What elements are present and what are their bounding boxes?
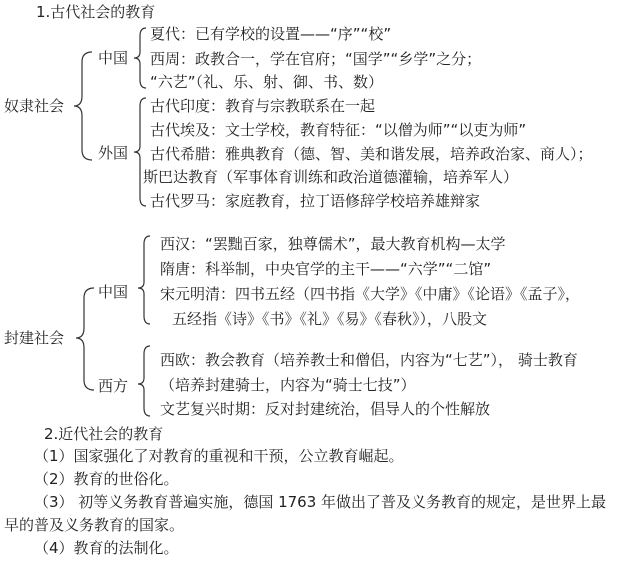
feudal-society-label: 封建社会 bbox=[4, 329, 65, 347]
slavery-brace bbox=[74, 52, 92, 160]
feudal-china-brace bbox=[138, 236, 150, 324]
slavery-foreign-line: 斯巴达教育（军事体育训练和政治道德灌输，培养军人） bbox=[143, 168, 519, 186]
section1-title: 1.古代社会的教育 bbox=[36, 3, 156, 21]
feudal-china-line: 隋唐：科举制，中央官学的主干——“六学”“二馆” bbox=[160, 260, 492, 278]
section2-item: 早的普及义务教育的国家。 bbox=[4, 516, 185, 534]
feudal-china-label: 中国 bbox=[98, 283, 129, 301]
feudal-china-line: 五经指《诗》《书》《礼》《易》《春秋》），八股文 bbox=[172, 310, 488, 328]
feudal-west-label: 西方 bbox=[98, 377, 129, 395]
section2-item: （4）教育的法制化。 bbox=[34, 539, 179, 557]
slavery-society-label: 奴隶社会 bbox=[4, 97, 65, 115]
section2-title: 2.近代社会的教育 bbox=[44, 425, 164, 443]
slavery-china-line: “六艺”（礼、乐、射、御、书、数） bbox=[150, 73, 384, 91]
slavery-foreign-brace bbox=[134, 98, 146, 206]
section2-item: （1）国家强化了对教育的重视和干预，公立教育崛起。 bbox=[34, 447, 404, 465]
slavery-foreign-label: 外国 bbox=[98, 144, 129, 162]
slavery-china-label: 中国 bbox=[98, 49, 129, 67]
feudal-brace bbox=[76, 288, 94, 390]
slavery-foreign-line: 古代埃及：文士学校，教育特征：“以僧为师”“以吏为师” bbox=[150, 121, 527, 139]
section2-item: （3） 初等义务教育普遍实施，德国 1763 年做出了普及义务教育的规定，是世界上最 bbox=[34, 493, 607, 511]
slavery-foreign-line: 古代希腊：雅典教育（德、智、美和谐发展，培养政治家、商人）； bbox=[150, 145, 593, 163]
slavery-foreign-line: 古代罗马：家庭教育，拉丁语修辞学校培养雄辩家 bbox=[150, 192, 481, 210]
slavery-china-line: 夏代：已有学校的设置——“序”“校” bbox=[150, 25, 392, 43]
feudal-china-line: 宋元明清：四书五经（四书指《大学》《中庸》《论语》《孟子》， bbox=[160, 285, 581, 303]
slavery-china-brace bbox=[134, 28, 146, 88]
feudal-west-line: 西欧：教会教育（培养教士和僧侣，内容为“七艺”）， 骑士教育 bbox=[160, 351, 578, 369]
feudal-west-line: （培养封建骑士，内容为“骑士七技”） bbox=[160, 376, 416, 394]
feudal-west-line: 文艺复兴时期：反对封建统治，倡导人的个性解放 bbox=[160, 400, 491, 418]
feudal-west-brace bbox=[138, 346, 150, 416]
slavery-china-line: 西周：政教合一，学在官府；“国学”“乡学”之分； bbox=[150, 50, 482, 68]
section2-item: （2）教育的世俗化。 bbox=[34, 470, 179, 488]
feudal-china-line: 西汉：“罢黜百家，独尊儒术”，最大教育机构—太学 bbox=[160, 235, 506, 253]
slavery-foreign-line: 古代印度：教育与宗教联系在一起 bbox=[150, 97, 376, 115]
